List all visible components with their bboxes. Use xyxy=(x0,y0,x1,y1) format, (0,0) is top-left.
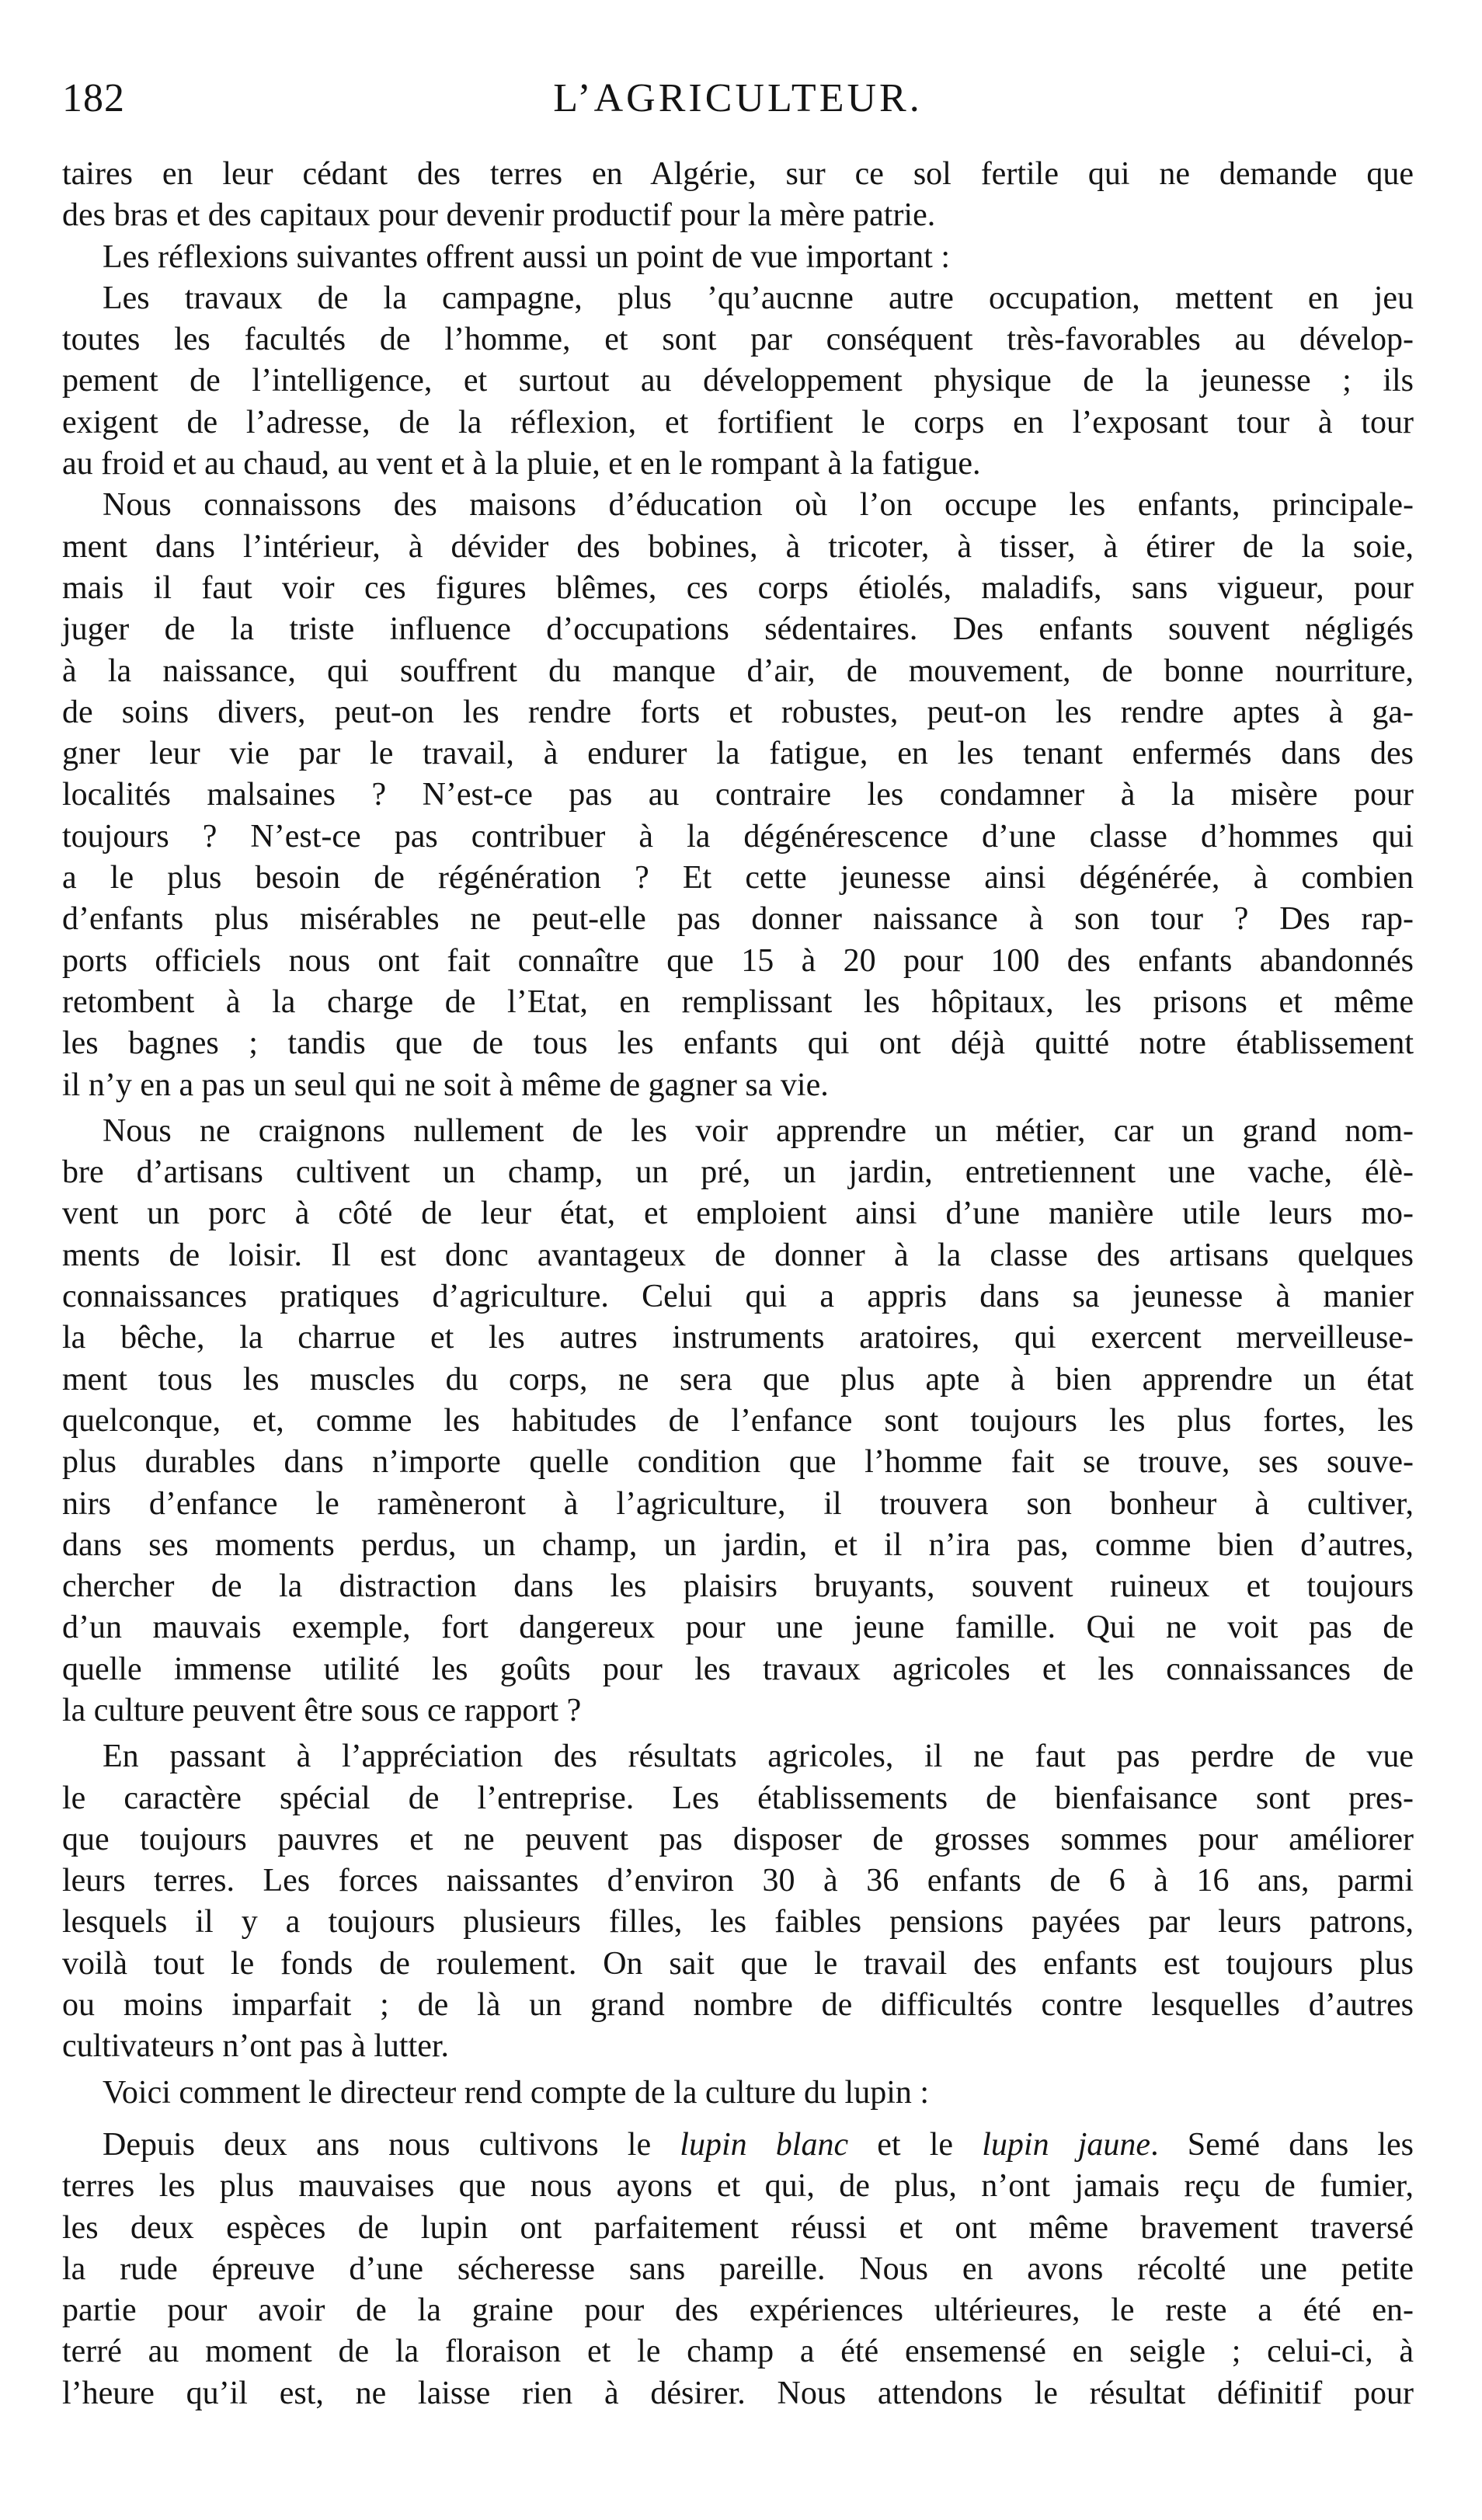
text-line: gner leur vie par le travail, à endurer la fatigue, en les tenant enfermés dans des xyxy=(62,736,1414,772)
page-number: 182 xyxy=(62,76,125,120)
italic-term: lupin blanc xyxy=(680,2126,849,2163)
text-line: la bêche, la charrue et les autres instruments aratoires, qui exercent merveilleuse- xyxy=(62,1320,1414,1356)
text-line: il n’y en a pas un seul qui ne soit à même de gagner sa vie. xyxy=(62,1067,829,1103)
text-line: Nous connaissons des maisons d’éducation où l’on occupe les enfants, principale- xyxy=(103,487,1414,524)
text-line: vent un porc à côté de leur état, et emploient ainsi d’une manière utile leurs mo- xyxy=(62,1196,1414,1232)
text-line: les deux espèces de lupin ont parfaitement réussi et ont même bravement traversé xyxy=(62,2209,1414,2246)
text-line: la rude épreuve d’une sécheresse sans pareille. Nous en avons récolté une petite xyxy=(62,2250,1414,2287)
text-line: toujours ? N’est-ce pas contribuer à la dégénérescence d’une classe d’hommes qui xyxy=(62,818,1414,855)
page-header xyxy=(62,71,1414,126)
text-line xyxy=(62,2125,1414,2166)
text-line: ports officiels nous ont fait connaître que 15 à 20 pour 100 des enfants abandonnés xyxy=(62,942,1414,979)
text-line: d’un mauvais exemple, fort dangereux pour une jeune famille. Qui ne voit pas de xyxy=(62,1610,1414,1646)
text-line: Les travaux de la campagne, plus ’qu’aucnne autre occupation, mettent en jeu xyxy=(103,280,1414,316)
text-line: ment tous les muscles du corps, ne sera que plus apte à bien apprendre un état xyxy=(62,1361,1414,1397)
italic-term: lupin jaune xyxy=(982,2126,1151,2163)
text-line: quelle immense utilité les goûts pour les travaux agricoles et les connaissances de xyxy=(62,1651,1414,1687)
text-line: Voici comment le directeur rend compte de la culture du lupin : xyxy=(103,2074,930,2111)
text-line: l’heure qu’il est, ne laisse rien à désirer. Nous attendons le résultat définitif pour xyxy=(62,2375,1414,2411)
text-line: la culture peuvent être sous ce rapport ? xyxy=(62,1692,582,1728)
text-line: des bras et des capitaux pour devenir productif pour la mère patrie. xyxy=(62,197,936,234)
text-line: nirs d’enfance le ramèneront à l’agriculture, il trouvera son bonheur à cultiver, xyxy=(62,1485,1414,1522)
text-line: a le plus besoin de régénération ? Et cette jeunesse ainsi dégénérée, à combien xyxy=(62,860,1414,896)
text-line: que toujours pauvres et ne peuvent pas disposer de grosses sommes pour améliorer xyxy=(62,1821,1414,1857)
text-line: le caractère spécial de l’entreprise. Les établissements de bienfaisance sont pres- xyxy=(62,1780,1414,1816)
text-line: au froid et au chaud, au vent et à la pluie, et en le rompant à la fatigue. xyxy=(62,446,981,482)
body-text xyxy=(62,154,1414,2414)
text-line: taires en leur cédant des terres en Algérie, sur ce sol fertile qui ne demande que xyxy=(62,156,1414,192)
text-segment: . Semé dans les xyxy=(1150,2126,1414,2163)
text-line: partie pour avoir de la graine pour des expériences ultérieures, le reste a été en- xyxy=(62,2292,1414,2329)
text-line: leurs terres. Les forces naissantes d’environ 30 à 36 enfants de 6 à 16 ans, parmi xyxy=(62,1863,1414,1899)
text-line: pement de l’intelligence, et surtout au développement physique de la jeunesse ; ils xyxy=(62,363,1414,399)
text-line: juger de la triste influence d’occupations sédentaires. Des enfants souvent négligés xyxy=(62,611,1414,648)
text-line: ou moins imparfait ; de là un grand nombre de difficultés contre lesquelles d’autres xyxy=(62,1987,1414,2024)
text-line: connaissances pratiques d’agriculture. Celui qui a appris dans sa jeunesse à manier xyxy=(62,1279,1414,1315)
text-line: les bagnes ; tandis que de tous les enfants qui ont déjà quitté notre établissement xyxy=(62,1025,1414,1062)
text-line: Les réflexions suivantes offrent aussi un point de vue important : xyxy=(103,238,950,275)
text-line: toutes les facultés de l’homme, et sont par conséquent très-favorables au dévelop- xyxy=(62,322,1414,358)
text-line: terré au moment de la floraison et le champ a été ensemensé en seigle ; celui-ci, à xyxy=(62,2334,1414,2370)
text-line: voilà tout le fonds de roulement. On sait que le travail des enfants est toujours plus xyxy=(62,1945,1414,1982)
text-line: lesquels il y a toujours plusieurs filles, les faibles pensions payées par leurs patrons, xyxy=(62,1904,1414,1940)
text-line: ment dans l’intérieur, à dévider des bobines, à tricoter, à tisser, à étirer de la soie, xyxy=(62,528,1414,565)
text-line: cultivateurs n’ont pas à lutter. xyxy=(62,2028,450,2065)
text-segment: Depuis deux ans nous cultivons le xyxy=(103,2126,680,2163)
text-line: ments de loisir. Il est donc avantageux de donner à la classe des artisans quelques xyxy=(62,1237,1414,1273)
text-line: retombent à la charge de l’Etat, en remplissant les hôpitaux, les prisons et même xyxy=(62,983,1414,1020)
text-line: quelconque, et, comme les habitudes de l’enfance sont toujours les plus fortes, les xyxy=(62,1402,1414,1439)
text-line: à la naissance, qui souffrent du manque d’air, de mouvement, de bonne nourriture, xyxy=(62,653,1414,689)
text-line: bre d’artisans cultivent un champ, un pré, un jardin, entretiennent une vache, élè- xyxy=(62,1154,1414,1191)
text-line: mais il faut voir ces figures blêmes, ces corps étiolés, maladifs, sans vigueur, pour xyxy=(62,569,1414,606)
text-line: terres les plus mauvaises que nous ayons et qui, de plus, n’ont jamais reçu de fumier, xyxy=(62,2168,1414,2205)
running-title: L’AGRICULTEUR. xyxy=(553,76,923,120)
text-line: Nous ne craignons nullement de les voir apprendre un métier, car un grand nom- xyxy=(103,1112,1414,1149)
text-line: En passant à l’appréciation des résultats agricoles, il ne faut pas perdre de vue xyxy=(103,1739,1414,1775)
text-line: localités malsaines ? N’est-ce pas au contraire les condamner à la misère pour xyxy=(62,777,1414,813)
text-line: dans ses moments perdus, un champ, un jardin, et il n’ira pas, comme bien d’autres, xyxy=(62,1526,1414,1563)
text-line: d’enfants plus misérables ne peut-elle pas donner naissance à son tour ? Des rap- xyxy=(62,901,1414,938)
text-line: exigent de l’adresse, de la réflexion, et fortifient le corps en l’exposant tour à tour xyxy=(62,404,1414,440)
text-line: chercher de la distraction dans les plaisirs bruyants, souvent ruineux et toujours xyxy=(62,1568,1414,1605)
text-segment: et le xyxy=(848,2126,983,2163)
text-line: de soins divers, peut-on les rendre forts et robustes, peut-on les rendre aptes à ga- xyxy=(62,694,1414,730)
text-line: plus durables dans n’importe quelle condition que l’homme fait se trouve, ses souve- xyxy=(62,1444,1414,1481)
